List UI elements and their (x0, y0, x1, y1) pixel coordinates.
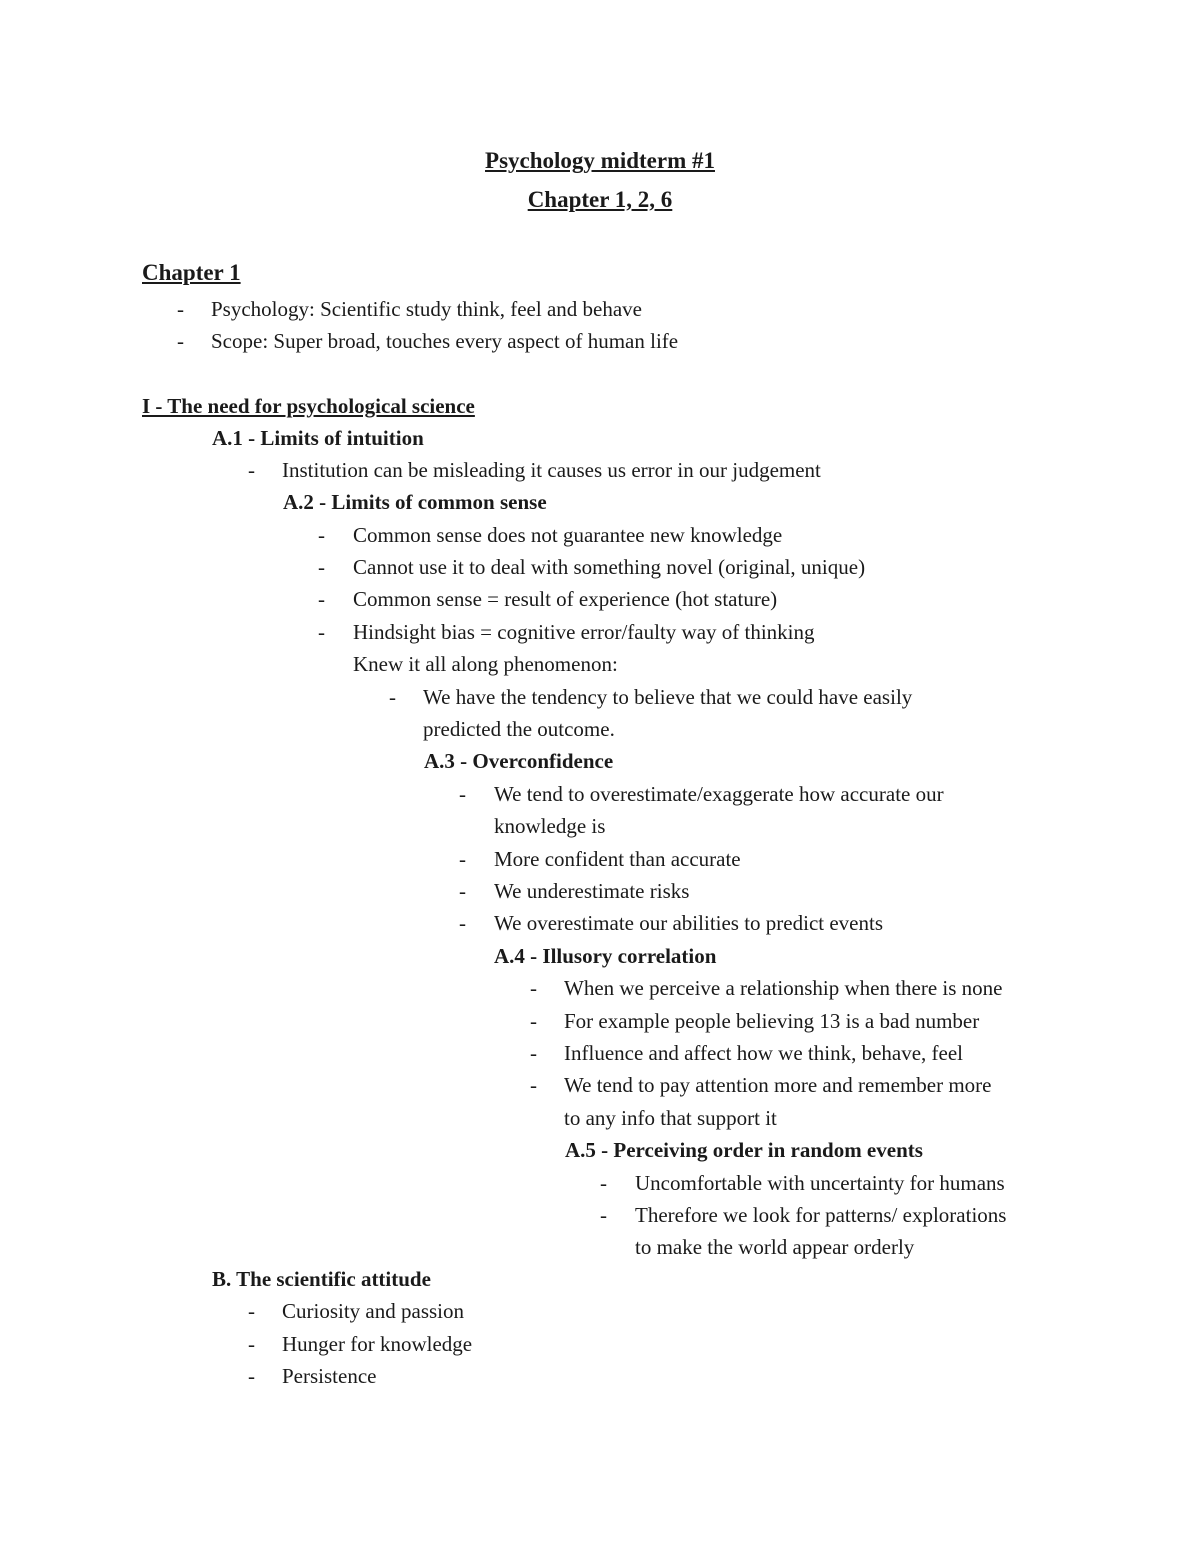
bullet-dash: - (177, 329, 184, 353)
list-item: We underestimate risks (494, 879, 690, 903)
bullet-dash: - (318, 620, 325, 644)
list-item: More confident than accurate (494, 847, 741, 871)
list-item: Psychology: Scientific study think, feel and behave (211, 297, 642, 321)
document-title: Psychology midterm #1 (485, 148, 715, 173)
list-item-continuation: to any info that support it (564, 1106, 777, 1130)
bullet-dash: - (389, 685, 396, 709)
subsection-heading: A.5 - Perceiving order in random events (565, 1138, 923, 1162)
list-item: Hunger for knowledge (282, 1332, 473, 1356)
bullet-dash: - (248, 1364, 255, 1388)
list-item: Common sense does not guarantee new knowledge (353, 523, 783, 547)
list-item: Uncomfortable with uncertainty for humans (635, 1171, 1005, 1195)
chapter-heading: Chapter 1 (142, 260, 241, 285)
bullet-dash: - (248, 458, 255, 482)
bullet-dash: - (177, 297, 184, 321)
bullet-dash: - (318, 523, 325, 547)
list-item: We have the tendency to believe that we could have easily (423, 685, 913, 709)
list-item: Common sense = result of experience (hot stature) (353, 587, 778, 611)
list-item: Curiosity and passion (282, 1299, 464, 1323)
bullet-dash: - (318, 555, 325, 579)
bullet-dash: - (459, 879, 466, 903)
list-item: Influence and affect how we think, behave, feel (564, 1041, 964, 1065)
subsection-heading: A.4 - Illusory correlation (494, 944, 717, 968)
bullet-dash: - (530, 1009, 537, 1033)
section-heading: B. The scientific attitude (212, 1267, 431, 1291)
bullet-dash: - (248, 1332, 255, 1356)
bullet-dash: - (600, 1171, 607, 1195)
list-item: For example people believing 13 is a bad number (564, 1009, 980, 1033)
bullet-dash: - (459, 911, 466, 935)
bullet-dash: - (459, 782, 466, 806)
bullet-dash: - (459, 847, 466, 871)
section-heading: I - The need for psychological science (142, 394, 475, 418)
list-item: When we perceive a relationship when there is none (564, 976, 1003, 1000)
subsection-heading: A.1 - Limits of intuition (212, 426, 424, 450)
bullet-dash: - (530, 976, 537, 1000)
list-item: Cannot use it to deal with something novel (original, unique) (353, 555, 866, 579)
list-item: We overestimate our abilities to predict events (494, 911, 884, 935)
list-item: Scope: Super broad, touches every aspect of human life (211, 329, 679, 353)
bullet-dash: - (248, 1299, 255, 1323)
subsection-heading: A.2 - Limits of common sense (283, 490, 547, 514)
bullet-dash: - (318, 587, 325, 611)
list-item: Institution can be misleading it causes us error in our judgement (282, 458, 821, 482)
list-item-continuation: to make the world appear orderly (635, 1235, 915, 1259)
list-item: Hindsight bias = cognitive error/faulty way of thinking (353, 620, 815, 644)
note-text: Knew it all along phenomenon: (353, 652, 618, 676)
document-subtitle: Chapter 1, 2, 6 (527, 187, 673, 212)
list-item-continuation: predicted the outcome. (423, 717, 615, 741)
list-item: Persistence (282, 1364, 377, 1388)
bullet-dash: - (530, 1041, 537, 1065)
bullet-dash: - (600, 1203, 607, 1227)
list-item-continuation: knowledge is (494, 814, 606, 838)
subsection-heading: A.3 - Overconfidence (424, 749, 614, 773)
list-item: Therefore we look for patterns/ explorations (635, 1203, 1007, 1227)
bullet-dash: - (530, 1073, 537, 1097)
list-item: We tend to pay attention more and remember more (564, 1073, 992, 1097)
list-item: We tend to overestimate/exaggerate how accurate our (494, 782, 944, 806)
